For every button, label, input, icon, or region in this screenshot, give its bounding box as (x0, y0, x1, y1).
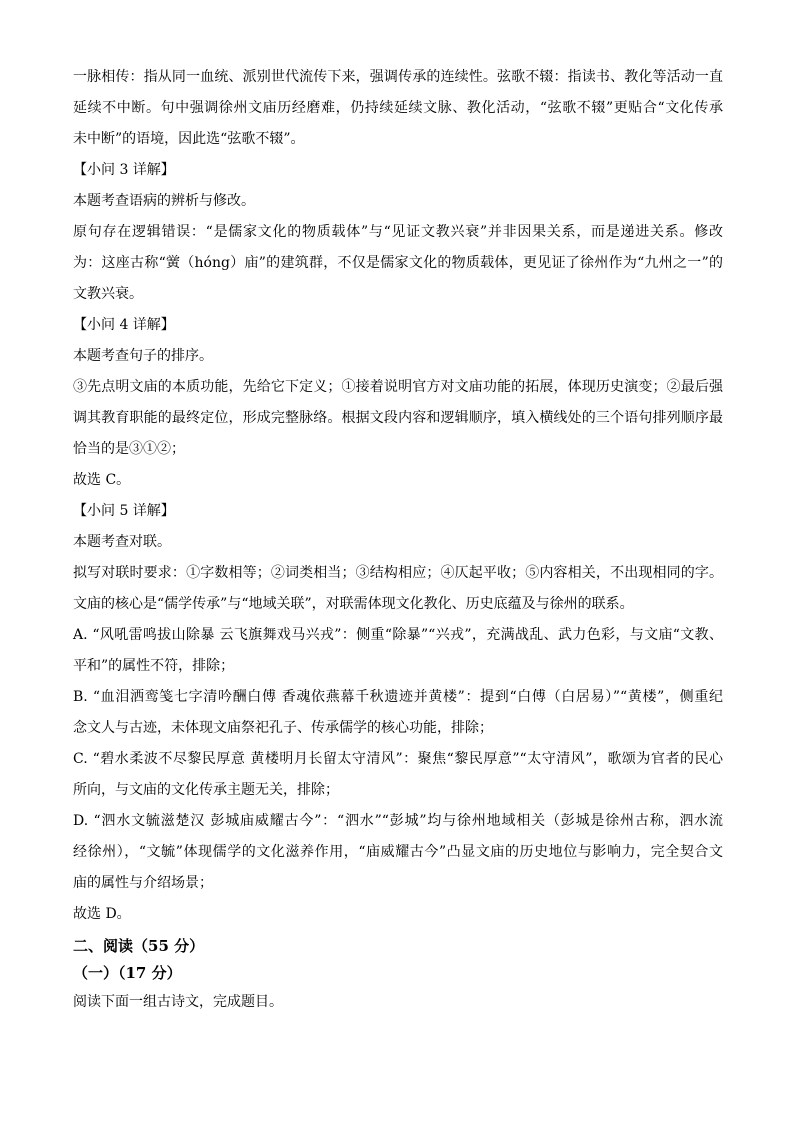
text-line: 所向，与文庙的文化传承主题无关，排除； (73, 782, 339, 798)
text-line: 文教兴衰。 (73, 286, 143, 302)
text-line: 拟写对联时要求：①字数相等；②词类相当；③结构相应；④仄起平收；⑤内容相关，不出现相同的字。 (73, 565, 723, 581)
text-line: 庙的属性与介绍场景； (73, 875, 213, 891)
text-line: 一脉相传：指从同一血统、派别世代流传下来，强调传承的连续性。弦歌不辍：指读书、教化等活动一直 (73, 69, 723, 85)
text-line: 本题考查对联。 (73, 534, 171, 550)
text-line: 念文人与古迹，未体现文庙祭祀孔子、传承儒学的核心功能，排除； (73, 720, 493, 736)
option-a-line: A. “风吼雷鸣拔山除暴 云飞旗舞戏马兴戎”：侧重“除暴”“兴戎”，充满战乱、武力色彩，与文庙“文教、 (73, 627, 723, 643)
option-b-line: B. “血泪洒鸾笺七字清吟酬白傅 香魂依燕幕千秋遗迹并黄楼”：提到“白傅（白居易）”“黄楼”，侧重纪 (73, 689, 723, 705)
option-d-line: D. “泗水文毓滋楚汉 彭城庙威耀古今”：“泗水”“彭城”均与徐州地域相关（彭城是徐州古称，泗水流 (73, 813, 723, 829)
text-line: 调其教育职能的最终定位，形成完整脉络。根据文段内容和逻辑顺序，填入横线处的三个语句排列顺序最 (73, 410, 723, 426)
text-line: 文庙的核心是“儒学传承”与“地域关联”，对联需体现文化教化、历史底蕴及与徐州的联系。 (73, 596, 634, 612)
text-line: 为：这座古称“黉（hóng）庙”的建筑群，不仅是儒家文化的物质载体，更见证了徐州作为“九州之一”的 (73, 255, 723, 271)
text-line: 本题考查句子的排序。 (73, 348, 213, 364)
section-heading: 二、阅读（55 分） (73, 937, 205, 955)
text-line: ③先点明文庙的本质功能，先给它下定义；①接着说明官方对文庙功能的拓展，体现历史演变；②最后强 (73, 379, 723, 395)
question-detail-heading: 【小问 4 详解】 (73, 317, 175, 333)
text-line: 延续不中断。句中强调徐州文庙历经磨难，仍持续延续文脉、教化活动，“弦歌不辍”更贴合“文化传承 (73, 100, 723, 116)
question-detail-heading: 【小问 5 详解】 (73, 503, 175, 519)
question-detail-heading: 【小问 3 详解】 (73, 162, 175, 178)
text-line: 恰当的是③①②； (73, 441, 185, 457)
instruction-text: 阅读下面一组古诗文，完成题目。 (73, 994, 283, 1010)
option-c-line: C. “碧水柔波不尽黎民厚意 黄楼明月长留太守清风”：聚焦“黎民厚意”“太守清风”，歌颂为官者的民心 (73, 751, 723, 767)
text-line: 原句存在逻辑错误：“是儒家文化的物质载体”与“见证文教兴衰”并非因果关系，而是递进关系。修改 (73, 224, 723, 240)
text-line: 故选 D。 (73, 906, 131, 922)
text-line: 本题考查语病的辨析与修改。 (73, 193, 255, 209)
text-line: 未中断”的语境，因此选“弦歌不辍”。 (73, 131, 305, 147)
text-line: 平和”的属性不符，排除； (73, 658, 235, 674)
answer-explanation-text (73, 62, 723, 1018)
text-line: 故选 C。 (73, 472, 131, 488)
text-line: 经徐州），“文毓”体现儒学的文化滋养作用，“庙威耀古今”凸显文庙的历史地位与影响力，完全契合文 (73, 844, 723, 860)
subsection-heading: （一）（17 分） (73, 964, 182, 982)
